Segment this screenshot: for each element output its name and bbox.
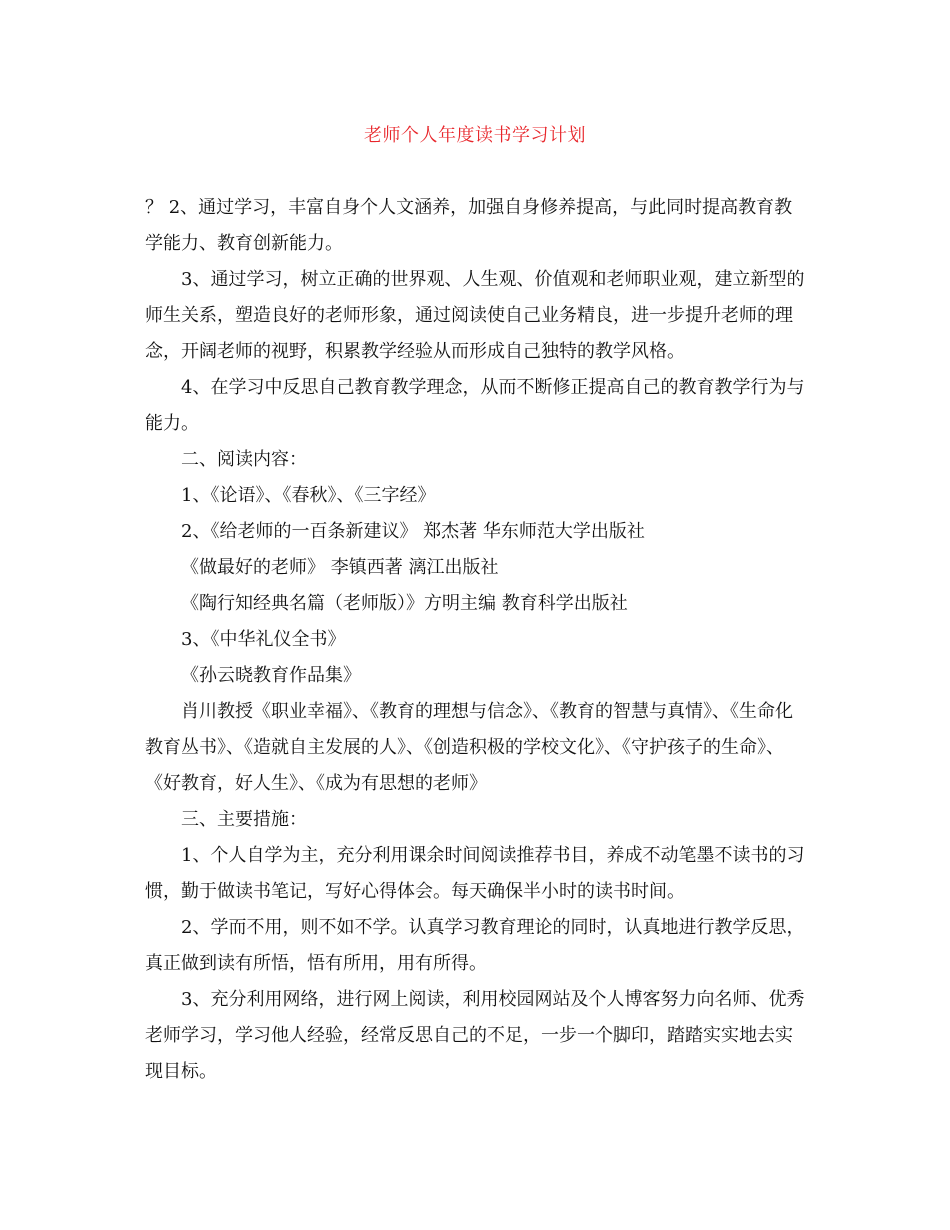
measure-item-3: 3、充分利用网络，进行网上阅读，利用校园网站及个人博客努力向名师、优秀老师学习，学习他人经验，经常反思自己的不足，一步一个脚印，踏踏实实地去实现目标。 (145, 989, 805, 1082)
reading-item-3c: 肖川教授《职业幸福》、《教育的理想与信念》、《教育的智慧与真情》、《生命化教育丛书》、《造就自主发展的人》、《创造积极的学校文化》、《守护孩子的生命》、《好教育，好人生》、《成为有思想的老师》 (145, 701, 793, 794)
reading-item-2: 2、《给老师的一百条新建议》 郑杰著 华东师范大学出版社 (181, 521, 645, 542)
document-body (145, 190, 805, 1090)
reading-item-3b: 《孙云晓教育作品集》 (181, 665, 361, 686)
measure-item-1: 1、个人自学为主，充分利用课余时间阅读推荐书目，养成不动笔墨不读书的习惯，勤于做读书笔记，写好心得体会。每天确保半小时的读书时间。 (145, 845, 805, 902)
paragraph-goal-2: ？ 2、通过学习，丰富自身个人文涵养，加强自身修养提高，与此同时提高教育教学能力、教育创新能力。 (145, 197, 793, 254)
reading-item-2b: 《做最好的老师》 李镇西著 漓江出版社 (181, 557, 499, 578)
section-heading-reading: 二、阅读内容： (181, 449, 307, 470)
reading-item-2c: 《陶行知经典名篇（老师版）》方明主编 教育科学出版社 (181, 593, 628, 614)
document-title: 老师个人年度读书学习计划 (364, 125, 586, 146)
measure-item-2: 2、学而不用，则不如不学。认真学习教育理论的同时，认真地进行教学反思，真正做到读有所悟，悟有所用，用有所得。 (145, 917, 805, 974)
reading-item-1: 1、《论语》、《春秋》、《三字经》 (181, 485, 436, 506)
paragraph-goal-3: 3、通过学习，树立正确的世界观、人生观、价值观和老师职业观，建立新型的师生关系，塑造良好的老师形象，通过阅读使自己业务精良，进一步提升老师的理念，开阔老师的视野，积累教学经验从而形成自己独特的教学风格。 (145, 269, 805, 362)
section-heading-measures: 三、主要措施： (181, 809, 307, 830)
paragraph-goal-4: 4、在学习中反思自己教育教学理念，从而不断修正提高自己的教育教学行为与能力。 (145, 377, 805, 434)
reading-item-3: 3、《中华礼仪全书》 (181, 629, 346, 650)
